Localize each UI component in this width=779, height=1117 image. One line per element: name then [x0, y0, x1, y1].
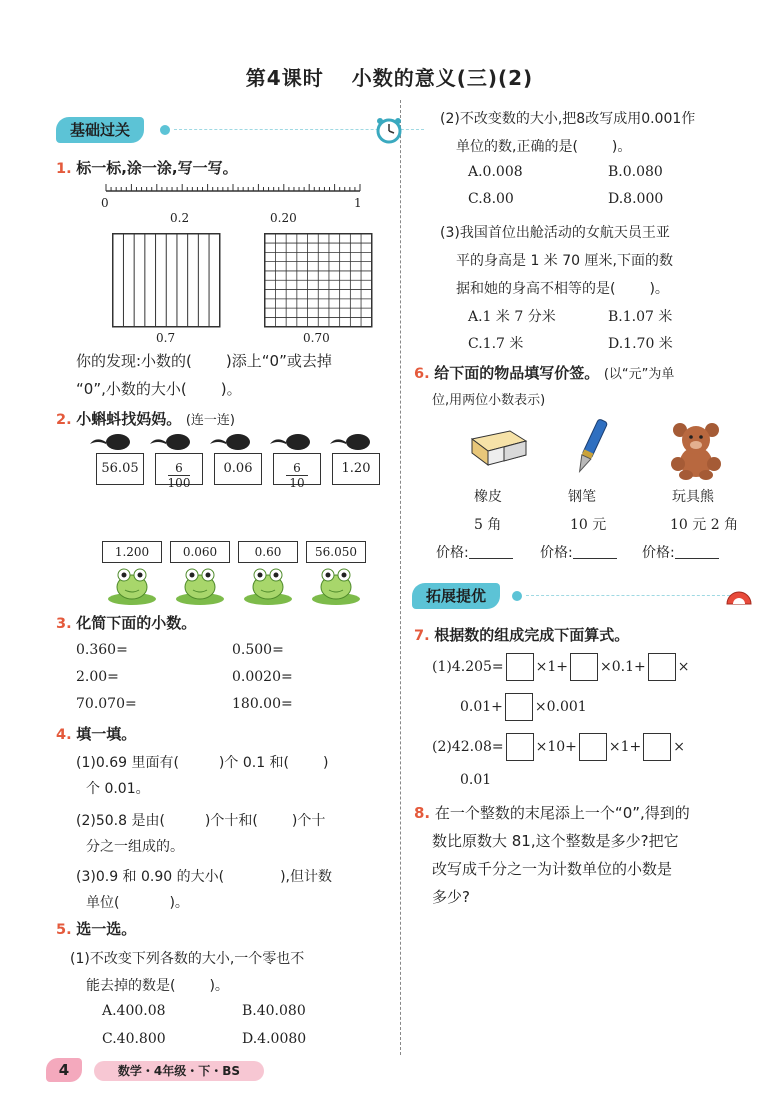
tadpole-card-5: 1.20: [332, 453, 380, 485]
choice-2-option-d: D.8.000: [608, 191, 664, 207]
choice-1-line-2: 能去掉的数是( )。: [86, 978, 229, 994]
fill-1-line-1: (1)0.69 里面有( )个 0.1 和( ): [76, 755, 329, 771]
item-eraser-price: 5 角: [474, 517, 502, 533]
grid2-top-label: 0.20: [270, 211, 297, 225]
eraser-icon: [466, 425, 530, 471]
section-basic-header: [56, 117, 401, 143]
simplify-item-3: 2.00=: [76, 669, 119, 685]
equation-1-line-2: 0.01+ ×0.001: [460, 692, 587, 722]
choice-2-line-2: 单位的数,正确的是( )。: [456, 139, 632, 155]
question-2-title: 2. 小蝌蚪找妈妈。 (连一连): [56, 410, 235, 428]
choice-2-option-a: A.0.008: [468, 164, 523, 180]
choice-1-option-a: A.400.08: [102, 1003, 166, 1019]
question-5-title: 5. 选一选。: [56, 920, 137, 938]
item-bear-name: 玩具熊: [672, 489, 714, 505]
protractor-icon: [724, 584, 754, 610]
choice-1-option-b: B.40.080: [242, 1003, 306, 1019]
column-divider: [400, 100, 401, 1055]
grid-hundredths: [264, 233, 374, 329]
question-6-hint: 位,用两位小数表示): [432, 393, 546, 408]
grid1-top-label: 0.2: [170, 211, 190, 225]
simplify-item-1: 0.360=: [76, 642, 128, 658]
question-8-line-1: 8. 在一个整数的末尾添上一个“0”,得到的: [414, 804, 690, 822]
question-8-line-3: 改写成千分之一为计数单位的小数是: [432, 860, 673, 878]
choice-2-option-c: C.8.00: [468, 191, 514, 207]
choice-3-option-d: D.1.70 米: [608, 336, 673, 352]
question-8-line-2: 数比原数大 81,这个整数是多少?把它: [432, 832, 679, 850]
equation-2-line-1: (2)42.08= ×10+ ×1+ ×: [432, 732, 685, 762]
equation-2-line-2: 0.01: [460, 772, 492, 788]
tadpole-card-1: 56.05: [96, 453, 144, 485]
question-1-title: 1. 标一标,涂一涂,写一写。: [56, 159, 238, 177]
number-line-start: 0: [101, 196, 109, 210]
fill-1-line-2: 个 0.01。: [86, 781, 150, 797]
section-basic-label: 基础过关: [56, 117, 144, 143]
choice-2-line-1: (2)不改变数的大小,把8改写成用0.001作: [440, 111, 696, 127]
choice-1-option-d: D.4.0080: [242, 1031, 307, 1047]
item-bear-price: 10 元 2 角: [670, 517, 739, 533]
section-extend-header: [412, 583, 742, 609]
alarm-clock-icon: [374, 115, 404, 145]
choice-2-option-b: B.0.080: [608, 164, 663, 180]
tadpole-card-4: $\frac{6}{10}$: [273, 453, 321, 485]
simplify-item-2: 0.500=: [232, 642, 284, 658]
fill-3-line-1: (3)0.9 和 0.90 的大小( ),但计数: [76, 869, 333, 885]
choice-3-line-3: 据和她的身高不相等的是( )。: [456, 281, 669, 297]
choice-3-option-a: A.1 米 7 分米: [468, 309, 556, 325]
page-title: 第4课时 小数的意义(三)(2): [245, 66, 534, 90]
price-tag-3: 价格:: [642, 542, 719, 562]
fill-2-line-1: (2)50.8 是由( )个十和( )个十: [76, 813, 326, 829]
simplify-item-5: 70.070=: [76, 696, 137, 712]
section-extend-label: 拓展提优: [412, 583, 500, 609]
fountain-pen-icon: [568, 416, 614, 478]
frog-tag-4: 56.050: [306, 541, 366, 563]
item-pen-price: 10 元: [570, 517, 607, 533]
choice-1-line-1: (1)不改变下列各数的大小,一个零也不: [70, 951, 305, 967]
choice-1-option-c: C.40.800: [102, 1031, 166, 1047]
grid-tenths: [112, 233, 222, 329]
item-eraser-name: 橡皮: [474, 489, 502, 505]
grid2-bottom-label: 0.70: [303, 331, 330, 345]
number-line: [98, 180, 388, 208]
tadpole-card-3: 0.06: [214, 453, 262, 485]
frogs: [102, 563, 378, 607]
frog-tag-1: 1.200: [102, 541, 162, 563]
item-pen-name: 钢笔: [568, 489, 596, 505]
fill-3-line-2: 单位( )。: [86, 895, 189, 911]
choice-3-line-2: 平的身高是 1 米 70 厘米,下面的数: [456, 253, 673, 269]
choice-3-option-c: C.1.7 米: [468, 336, 524, 352]
grid1-bottom-label: 0.7: [156, 331, 176, 345]
number-line-end: 1: [354, 196, 362, 210]
frog-tag-2: 0.060: [170, 541, 230, 563]
simplify-item-6: 180.00=: [232, 696, 293, 712]
question-7-title: 7. 根据数的组成完成下面算式。: [414, 626, 630, 644]
frog-tag-3: 0.60: [238, 541, 298, 563]
price-tag-2: 价格:: [540, 542, 617, 562]
equation-1-line-1: (1)4.205= ×1+ ×0.1+ ×: [432, 652, 689, 682]
book-label: 数学・4年级・下・BS: [94, 1061, 264, 1081]
question-4-title: 4. 填一填。: [56, 725, 137, 743]
question-3-title: 3. 化简下面的小数。: [56, 614, 197, 632]
choice-3-option-b: B.1.07 米: [608, 309, 673, 325]
choice-3-line-1: (3)我国首位出舱活动的女航天员王亚: [440, 225, 670, 241]
tadpole-card-2: $\frac{6}{100}$: [155, 453, 203, 485]
finding-line-2: “0”,小数的大小( )。: [76, 380, 242, 398]
price-tag-1: 价格:: [436, 542, 513, 562]
page-number: 4: [46, 1058, 82, 1082]
finding-line-1: 你的发现:小数的( )添上“0”或去掉: [76, 352, 332, 370]
question-8-line-4: 多少?: [432, 888, 470, 906]
question-6-title: 6. 给下面的物品填写价签。 (以“元”为单: [414, 364, 675, 382]
simplify-item-4: 0.0020=: [232, 669, 293, 685]
fill-2-line-2: 分之一组成的。: [86, 839, 184, 855]
teddy-bear-icon: [668, 420, 724, 480]
